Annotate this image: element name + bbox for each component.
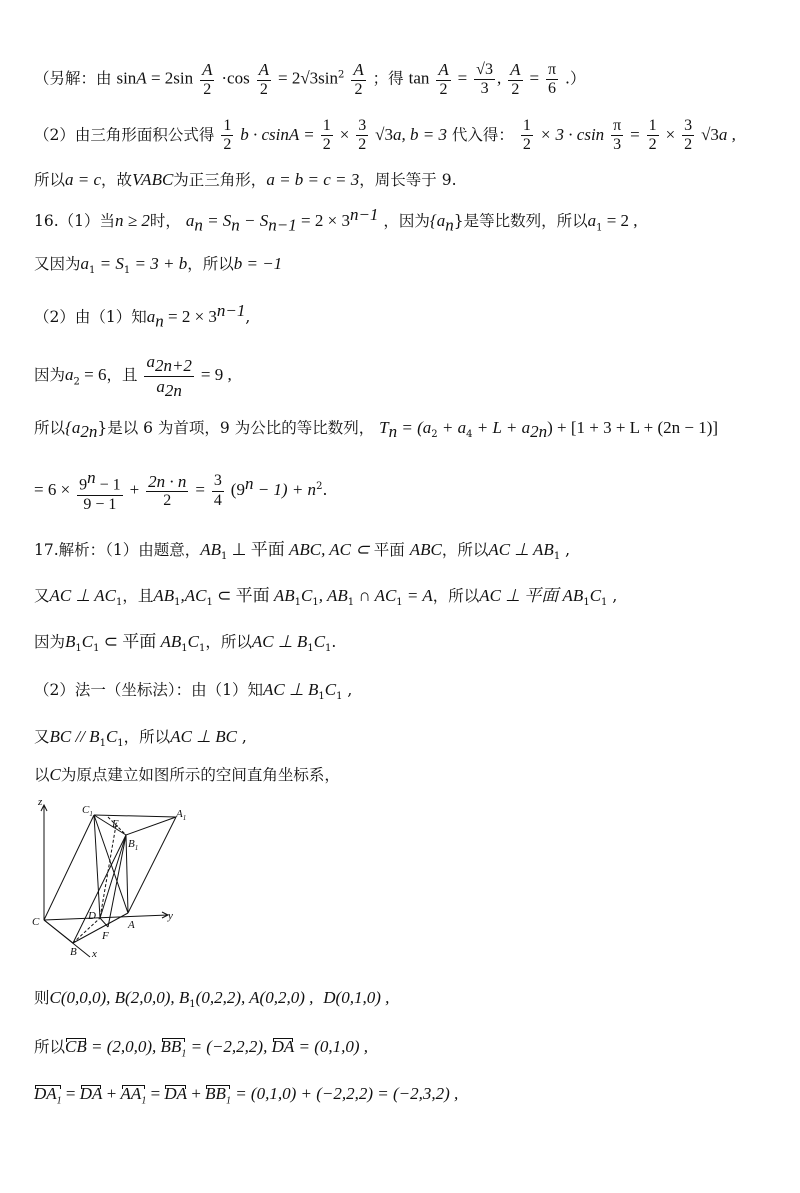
fraction: $\frac{A}{2}$	[510, 60, 521, 98]
ratio-line: 因为$a_2 = 6$，且 $\frac{a_{2n+2}}{a_{2n}}$ = 9 ,	[34, 352, 232, 400]
label-z: z	[38, 796, 43, 808]
fraction: $\frac{a_{2n+2}}{a_{2n}}$	[146, 352, 192, 400]
vectors-line: 所以CB = (2,0,0), $BB_1 = (-2,2,2)$, DA = (0,1,0) ,	[34, 1037, 369, 1060]
alt-solution-line: （另解：由 sinA = 2sin $\frac{A}{2}$ ·cos $\frac{A}{2}$ = $2√3\sin^2$ $\frac{A}{2}$ ；得 tan $\frac{A}{2}$ = $\frac{√3}{3}$ , $\frac{A}{2}$ = $\frac{\pi}{6}$ .）	[34, 60, 586, 98]
fraction: $\frac{\pi}{3}$	[613, 117, 622, 154]
fraction: $\frac{\pi}{6}$	[548, 60, 557, 97]
y-axis	[44, 915, 168, 920]
label-D: D	[88, 910, 96, 922]
math: sin	[116, 68, 137, 88]
math: 2	[338, 69, 345, 81]
label-y: y	[168, 910, 173, 922]
b-value-line: 又因为$a_1 = S_1 = 3 + b$，所以b = −1	[34, 254, 283, 277]
label-E: E	[112, 818, 119, 830]
math: = 2√3sin	[277, 68, 338, 88]
label-A: A	[128, 919, 135, 931]
text: .）	[565, 69, 586, 88]
problem-17-line: 17.解析：（1）由题意，$AB_1$ ⊥ 平面 ABC, AC ⊂ 平面 ABC，所以AC ⊥ $AB_1$ ,	[34, 540, 571, 563]
fraction: $\frac{A}{2}$	[258, 60, 270, 98]
sum-result-line: = 6 × $\frac{9^n - 1}{9 - 1}$ + $\frac{2n \cdot n}{2}$ = $\frac{3}{4}$ $(9^n - 1) + n^2$.	[34, 468, 328, 513]
text: ；得	[372, 69, 404, 88]
text: （另解：由	[34, 69, 112, 88]
fraction: $\frac{1}{2}$	[522, 117, 531, 154]
vector-sum-line: $DA_1$ = DA + $AA_1$ = DA + $BB_1 = (0,1,0) + (-2,2,2) = (-2,3,2)$ ,	[34, 1084, 459, 1107]
label-A1: $A_1$	[176, 808, 187, 822]
math: = 2sin	[146, 68, 194, 88]
fraction: $\frac{3}{4}$	[213, 472, 222, 509]
fraction: $\frac{1}{2}$	[648, 117, 657, 154]
fraction: $\frac{1}{2}$	[322, 117, 331, 154]
label-B1: $B_1$	[128, 838, 139, 852]
label-B: B	[70, 946, 77, 958]
label-F: F	[102, 930, 109, 942]
fraction: $\frac{A}{2}$	[202, 60, 213, 98]
label-C1: $C_1$	[82, 804, 93, 818]
fraction: $\frac{1}{2}$	[223, 117, 232, 154]
general-term-line: （2）由（1）知$a_n = 2 \times 3^{n-1}$,	[34, 301, 251, 331]
parallel-line: 又BC // $B_1C_1$，所以AC ⊥ BC ,	[34, 727, 247, 750]
text: 代入得：	[451, 125, 514, 144]
math: b · csin	[240, 124, 289, 144]
problem-16-line: 16.（1）当n ≥ 2时， $a_n = S_n - S_{n-1} = 2 \times 3^{n-1}$ ，因为$\{a_n\}$是等比数列，所以$a_1 = 2$ ,	[34, 205, 638, 235]
text: （2）由三角形面积公式得	[34, 125, 215, 144]
prism-figure	[28, 795, 198, 965]
conclusion-line: 所以a = c，故VABC为正三角形，a = b = c = 3，周长等于 9.	[34, 170, 457, 189]
fraction: $\frac{A}{2}$	[353, 60, 364, 98]
math: tan	[408, 68, 430, 88]
fraction: $\frac{2n \cdot n}{2}$	[148, 471, 187, 510]
fraction: $\frac{3}{2}$	[684, 117, 693, 154]
math: ·cos	[221, 68, 250, 88]
since-line: 因为$B_1C_1$ ⊂ 平面 $AB_1C_1$，所以AC ⊥ $B_1C_1$.	[34, 632, 337, 655]
area-formula-line: （2）由三角形面积公式得 $\frac{1}{2}$ b · csinA = $\frac{1}{2}$ × $\frac{3}{2}$ √3a, b = 3 代入得： $\frac{1}{2}$ × 3 · csin $\frac{\pi}{3}$ = $\frac{1}{2}$ × $\frac{3}{2}$ √3a ,	[34, 117, 736, 154]
fraction: $\frac{3}{2}$	[358, 117, 367, 154]
perpendicular-line: 又AC ⊥ $AC_1$，且$AB_1,AC_1$ ⊂ 平面 $AB_1C_1$, $AB_1$ ∩ $AC_1 = A$，所以AC ⊥ 平面 $AB_1C_1$ ,	[34, 586, 618, 609]
fraction: $\frac{A}{2}$	[438, 60, 449, 98]
math: A	[136, 68, 147, 88]
fraction: $\frac{9^n - 1}{9 - 1}$	[79, 468, 121, 513]
label-C: C	[32, 916, 40, 928]
fraction: $\frac{√3}{3}$	[476, 60, 493, 97]
coordinate-setup-line: 以C为原点建立如图所示的空间直角坐标系，	[34, 765, 340, 784]
method-one-line: （2）法一（坐标法）：由（1）知AC ⊥ $B_1C_1$ ,	[34, 680, 353, 703]
label-x: x	[92, 948, 97, 960]
sum-line: 所以$\{a_{2n}\}$是以 6 为首项，9 为公比的等比数列， $T_n = (a_2 + a_4 + L + a_{2n}) + [1 + 3 + L + (2n - 1)]$	[34, 418, 719, 442]
math: =	[457, 68, 468, 88]
coordinates-line: 则C(0,0,0), B(2,0,0), $B_1(0,2,2)$, A(0,2,0) , D(0,1,0) ,	[34, 988, 390, 1011]
